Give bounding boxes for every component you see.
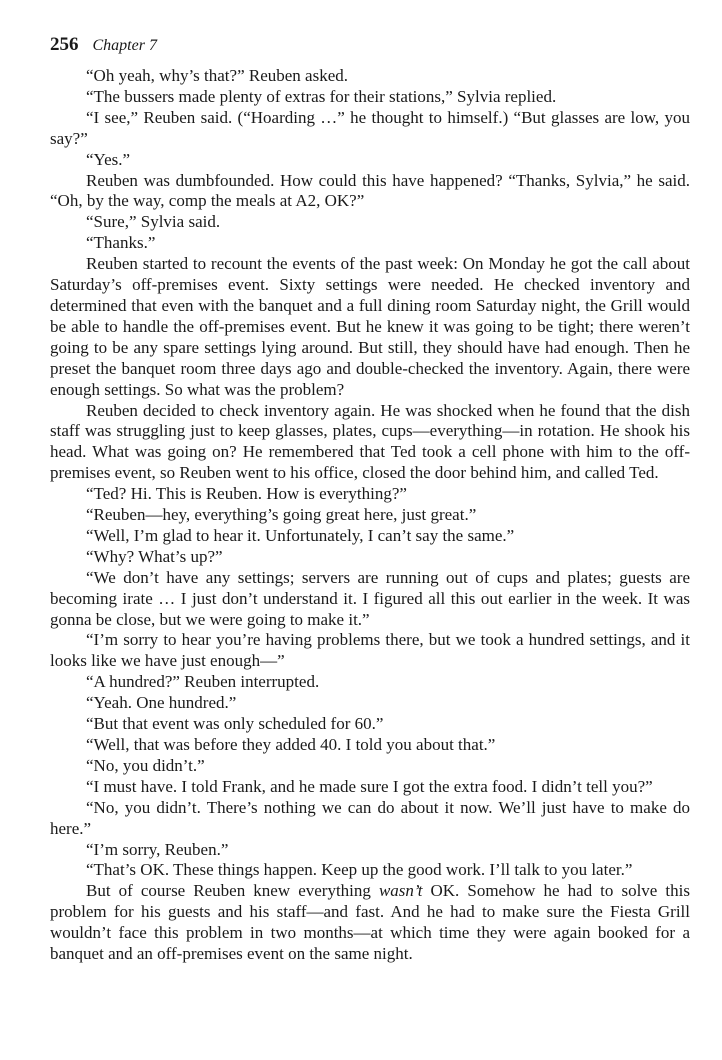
emphasis: wasn’t [378,881,423,901]
paragraph: “Oh yeah, why’s that?” Reuben asked. [86,66,348,85]
paragraph: “Ted? Hi. This is Reuben. How is everything?” [86,484,407,504]
paragraph: “Thanks.” [86,233,156,253]
chapter-label: Chapter 7 [92,37,157,54]
paragraph: “Yeah. One hundred.” [86,693,237,713]
running-header [50,30,690,60]
paragraph: “I’m sorry to hear you’re having problems there, but we took a hundred settings, and it looks like we have just enough—” [50,630,690,671]
paragraph: “I must have. I told Frank, and he made sure I got the extra food. I didn’t tell you?” [86,776,653,796]
page-number: 256 [50,34,79,55]
paragraph: “That’s OK. These things happen. Keep up the good work. I’ll talk to you later.” [86,860,633,880]
book-page [50,30,690,965]
text-run: But of course Reuben knew everything [86,881,379,901]
paragraph: “Reuben—hey, everything’s going great here, just great.” [86,505,477,525]
body-text [50,66,690,965]
paragraph: “The bussers made plenty of extras for their stations,” Sylvia replied. [86,86,557,106]
paragraph: “No, you didn’t.” [86,755,205,775]
paragraph: “No, you didn’t. There’s nothing we can do about it now. We’ll just have to make do here.” [50,797,690,838]
paragraph: Reuben started to recount the events of the past week: On Monday he got the call about Saturday’s off-premises event. Sixty settings were needed. He checked inventory and determined that even with the banquet and a full dining room Saturday night, the Grill would be able to handle the off-premises event. But he knew it was going to be tight; there weren’t going to be any spare settings lying around. But still, they should have had enough. Then he preset the banquet room three days ago and double-checked the inventory. Again, there were enough settings. So what was the problem? [50,254,690,399]
paragraph: “I see,” Reuben said. (“Hoarding …” he thought to himself.) “But glasses are low, you say?” [50,107,690,148]
paragraph: “Yes.” [86,149,131,169]
paragraph: “Well, I’m glad to hear it. Unfortunately, I can’t say the same.” [86,525,515,545]
paragraph: “Sure,” Sylvia said. [86,212,221,232]
paragraph: “But that event was only scheduled for 60.” [86,714,384,734]
paragraph [50,881,690,965]
paragraph: “A hundred?” Reuben interrupted. [86,672,320,692]
paragraph: “Why? What’s up?” [86,546,223,566]
paragraph: Reuben was dumbfounded. How could this have happened? “Thanks, Sylvia,” he said. “Oh, by the way, comp the meals at A2, OK?” [50,170,690,211]
paragraph: “Well, that was before they added 40. I told you about that.” [86,735,496,754]
text-run: OK. Somehow he had to solve this problem for his guests and his staff—and fast. And he had to make sure the Fiesta Grill wouldn’t face this problem in two months—at which time they were again booked for a banquet and an off-premises event on the same night. [50,881,690,964]
paragraph: “We don’t have any settings; servers are running out of cups and plates; guests are becoming irate … I just don’t understand it. I figured all this out earlier in the week. It was gonna be close, but we were going to make it.” [50,567,690,629]
paragraph: “I’m sorry, Reuben.” [86,839,229,859]
paragraph: Reuben decided to check inventory again. He was shocked when he found that the dish staff was struggling just to keep glasses, plates, cups—everything—in rotation. He shook his head. What was going on? He remembered that Ted took a cell phone with him to the off-premises event, so Reuben went to his office, closed the door behind him, and called Ted. [50,400,690,483]
